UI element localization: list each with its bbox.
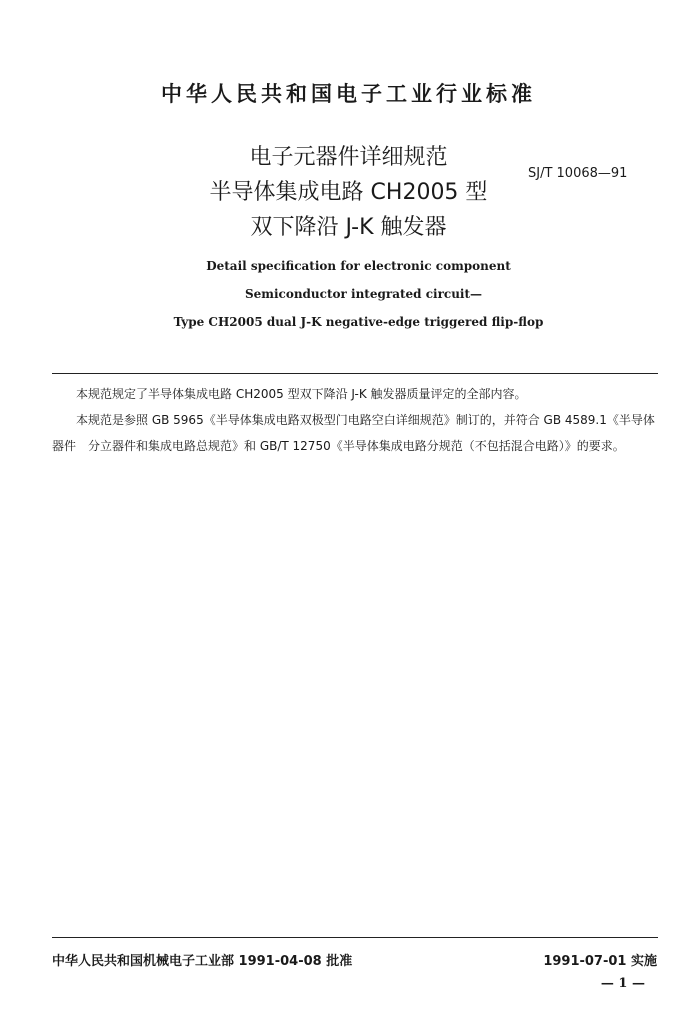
body-paragraph-2: 本规范是参照 GB 5965《半导体集成电路双极型门电路空白详细规范》制订的，并符合 GB 4589.1《半导体器件 分立器件和集成电路总规范》和 GB/T 12750《半导体集成电路分规范（不包括混合电路）》的要求。 xyxy=(52,413,655,453)
english-title-line-1: Detail specification for electronic component xyxy=(206,259,511,273)
title-line-1: 电子元器件详细规范 xyxy=(249,145,448,170)
title-line-2: 半导体集成电路 CH2005 型 xyxy=(209,180,488,205)
approval-note: 中华人民共和国机械电子工业部 1991-04-08 批准 xyxy=(52,954,353,969)
title-line-3: 双下降沿 J-K 触发器 xyxy=(250,215,447,240)
document-title xyxy=(0,140,697,245)
english-title-line-3: Type CH2005 dual J-K negative-edge triggered flip-flop xyxy=(173,315,544,329)
english-title-line-2: Semiconductor integrated circuit— xyxy=(244,287,483,301)
implementation-date: 1991-07-01 实施 xyxy=(543,954,657,969)
industry-standard-header: 中华人民共和国电子工业行业标准 xyxy=(161,82,536,106)
bottom-divider xyxy=(52,937,658,938)
standard-number: SJ/T 10068—91 xyxy=(528,166,628,181)
page-number: — 1 — xyxy=(600,976,645,991)
top-divider xyxy=(52,373,658,374)
body-paragraph-1: 本规范规定了半导体集成电路 CH2005 型双下降沿 J-K 触发器质量评定的全部内容。 xyxy=(76,387,527,401)
